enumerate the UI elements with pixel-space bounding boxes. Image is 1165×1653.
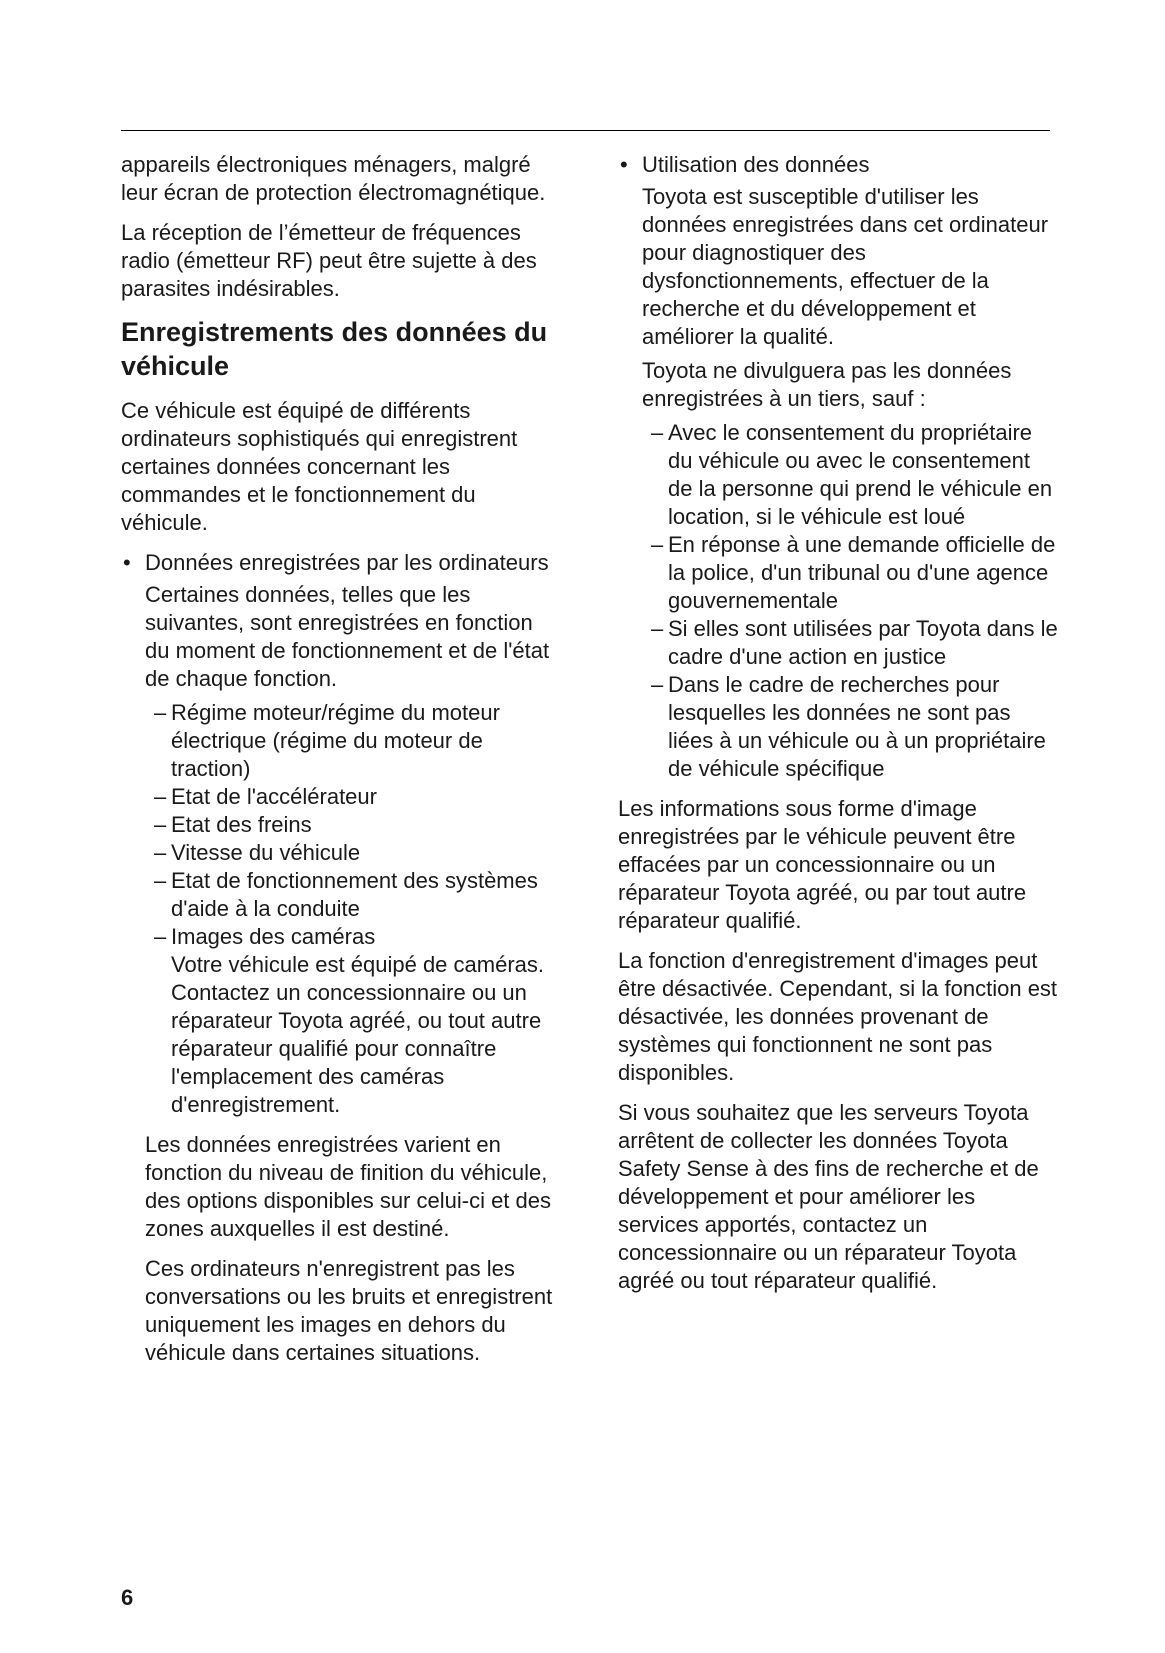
bullet-mark: • bbox=[123, 550, 131, 575]
camera-note: Votre véhicule est équipé de caméras. Contactez un concessionnaire ou un réparateur Toyota agréé, ou tout autre réparateur qualifié pour connaître l'emplacement des caméras d'enregistrement. bbox=[171, 952, 545, 1117]
servers-paragraph: Si vous souhaitez que les serveurs Toyota arrêtent de collecter les données Toyota Safety Sense à des fins de recherche et de développement et pour améliorer les services apportés, contactez un concessionnaire ou un réparateur Toyota agréé ou tout réparateur qualifié. bbox=[618, 1100, 1039, 1293]
dash-item bbox=[642, 531, 1058, 615]
dash-item-text: Régime moteur/régime du moteur électrique (régime du moteur de traction) bbox=[171, 700, 500, 781]
header-rule bbox=[121, 130, 1050, 131]
no-audio-paragraph: Ces ordinateurs n'enregistrent pas les conversations ou les bruits et enregistrent uniquement les images en dehors du véhicule dans certaines situations. bbox=[145, 1256, 553, 1365]
dash-item bbox=[145, 783, 561, 811]
images-paragraph: Les informations sous forme d'image enregistrées par le véhicule peuvent être effacées par un concessionnaire ou un réparateur Toyota agréé, ou par tout autre réparateur qualifié. bbox=[618, 796, 1027, 933]
dash-item bbox=[642, 615, 1058, 671]
dash-item bbox=[145, 839, 561, 867]
dash-item-text: En réponse à une demande officielle de la police, d'un tribunal ou d'une agence gouvernementale bbox=[668, 532, 1056, 613]
continuation-paragraph: appareils électroniques ménagers, malgré leur écran de protection électromagnétique. bbox=[121, 152, 546, 205]
dash-item bbox=[145, 867, 561, 923]
usage-paragraph: Toyota est susceptible d'utiliser les données enregistrées dans cet ordinateur pour diagnostiquer des dysfonctionnements, effectuer de la recherche et du développement et améliorer la qualité. bbox=[642, 184, 1049, 349]
disable-paragraph: La fonction d'enregistrement d'images peut être désactivée. Cependant, si la fonction est désactivée, les données provenant de systèmes qui fonctionnent ne sont pas disponibles. bbox=[618, 948, 1058, 1085]
page-number: 6 bbox=[121, 1585, 134, 1610]
dash-item-text: Images des caméras bbox=[171, 924, 376, 949]
dash-item bbox=[145, 811, 561, 839]
bullet-title: Données enregistrées par les ordinateurs bbox=[145, 550, 549, 575]
bullet-text: Certaines données, telles que les suivantes, sont enregistrées en fonction du moment de fonctionnement et de l'état de chaque fonction. bbox=[145, 582, 550, 691]
bullet-mark: • bbox=[620, 152, 628, 177]
dash-item bbox=[642, 419, 1058, 531]
dash-mark: – bbox=[154, 700, 167, 725]
bullet-body bbox=[145, 581, 561, 1367]
dash-mark: – bbox=[651, 616, 664, 641]
intro-paragraph: Ce véhicule est équipé de différents ordinateurs sophistiqués qui enregistrent certaines données concernant les commandes et le fonctionnement du véhicule. bbox=[121, 398, 518, 535]
dash-item-text: Etat des freins bbox=[171, 812, 312, 837]
dash-mark: – bbox=[154, 868, 167, 893]
dash-item-text: Vitesse du véhicule bbox=[171, 840, 361, 865]
section-heading: Enregistrements des données du véhicule bbox=[121, 317, 548, 381]
vary-paragraph: Les données enregistrées varient en fonction du niveau de finition du véhicule, des options disponibles sur celui-ci et des zones auxquelles il est destiné. bbox=[145, 1132, 552, 1241]
dash-item-text: Dans le cadre de recherches pour lesquelles les données ne sont pas liées à un véhicule ou à un propriétaire de véhicule spécifique bbox=[668, 672, 1046, 781]
dash-item bbox=[642, 671, 1058, 783]
dash-item-text: Etat de l'accélérateur bbox=[171, 784, 377, 809]
dash-mark: – bbox=[651, 532, 664, 557]
rf-paragraph: La réception de l’émetteur de fréquences radio (émetteur RF) peut être sujette à des parasites indésirables. bbox=[121, 220, 537, 301]
dash-item-text: Si elles sont utilisées par Toyota dans le cadre d'une action en justice bbox=[668, 616, 1058, 669]
bullet-data-usage bbox=[618, 151, 1058, 179]
dash-mark: – bbox=[154, 840, 167, 865]
dash-item bbox=[145, 699, 561, 783]
dash-mark: – bbox=[154, 784, 167, 809]
left-column bbox=[121, 151, 561, 1379]
bullet-title: Utilisation des données bbox=[642, 152, 870, 177]
dash-item-text: Avec le consentement du propriétaire du véhicule ou avec le consentement de la personne qui prend le véhicule en location, si le véhicule est loué bbox=[668, 420, 1053, 529]
bullet-recorded-data bbox=[121, 549, 561, 577]
disclose-paragraph: Toyota ne divulguera pas les données enregistrées à un tiers, sauf : bbox=[642, 358, 1012, 411]
dash-mark: – bbox=[154, 812, 167, 837]
dash-item-text: Etat de fonctionnement des systèmes d'aide à la conduite bbox=[171, 868, 538, 921]
right-column bbox=[618, 151, 1058, 1307]
bullet-body bbox=[642, 183, 1058, 783]
dash-mark: – bbox=[651, 420, 664, 445]
dash-item bbox=[145, 923, 561, 951]
dash-mark: – bbox=[651, 672, 664, 697]
dash-mark: – bbox=[154, 924, 167, 949]
